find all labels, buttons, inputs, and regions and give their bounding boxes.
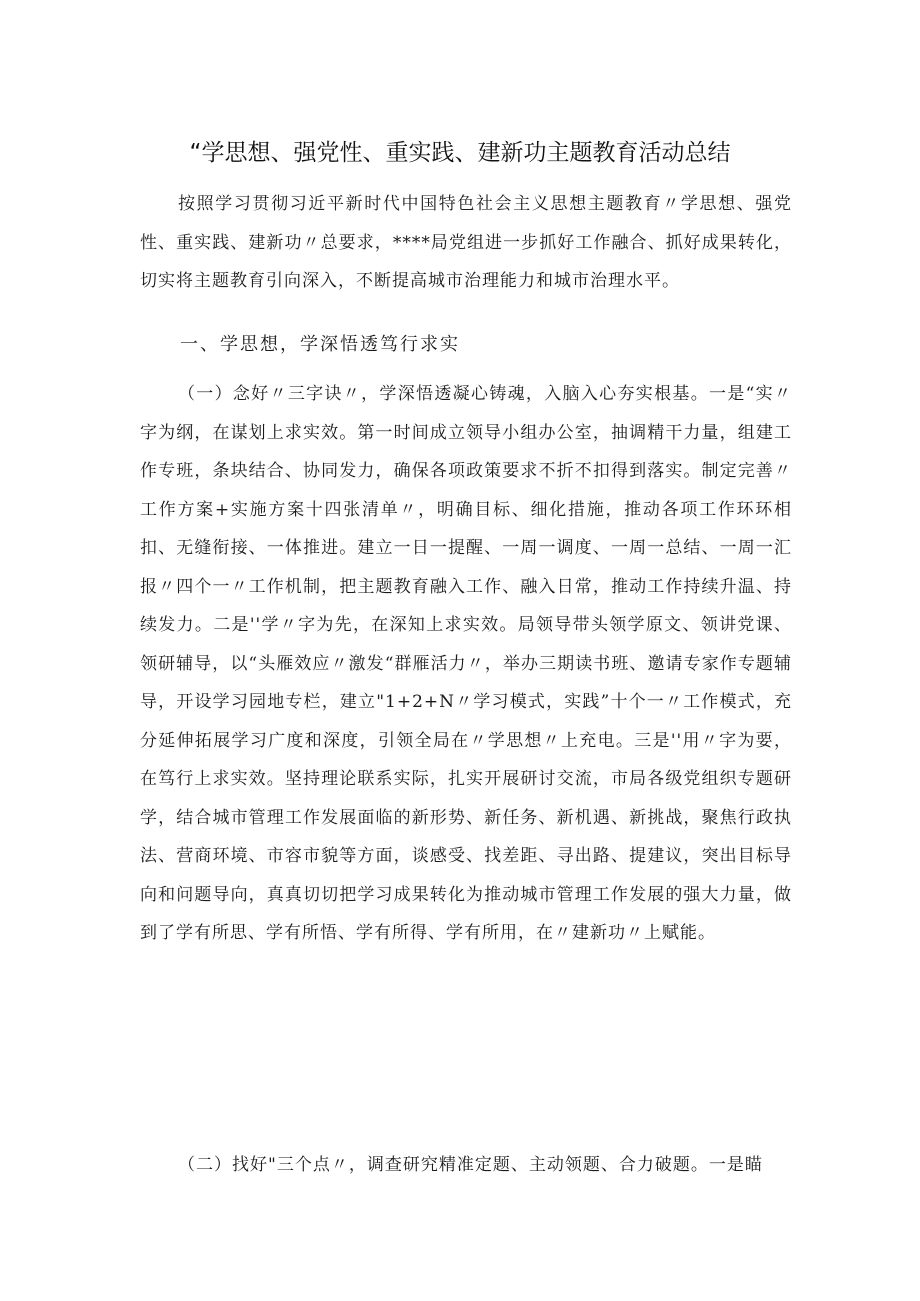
- section-heading: 一、学思想，学深悟透笃行求实: [180, 334, 460, 355]
- intro-paragraph: 按照学习贯彻习近平新时代中国特色社会主义思想主题教育〃学思想、强党性、重实践、建新功〃总要求，****局党组进一步抓好工作融合、抓好成果转化，切实将主题教育引向深入，不断提高城市治理能力和城市治理水平。: [140, 194, 792, 291]
- body-paragraph: （一）念好〃三字诀〃，学深悟透凝心铸魂，入脑入心夯实根基。一是“实〃字为纲，在谋划上求实效。第一时间成立领导小组办公室，抽调精干力量，组建工作专班，条块结合、协同发力，确保各项政策要求不折不扣得到落实。制定完善〃工作方案+实施方案十四张清单〃，明确目标、细化措施，推动各项工作环环相扣、无缝衔接、一体推进。建立一日一提醒、一周一调度、一周一总结、一周一汇报〃四个一〃工作机制，把主题教育融入工作、融入日常，推动工作持续升温、持续发力。二是''学〃字为先，在深知上求实效。局领导带头领学原文、领讲党课、领研辅导，以“头雁效应〃激发“群雁活力〃，举办三期读书班、邀请专家作专题辅导，开设学习园地专栏，建立"1+2+N〃学习模式，实践”十个一〃工作模式，充分延伸拓展学习广度和深度，引领全局在〃学思想〃上充电。三是''用〃字为要，在笃行上求实效。坚持理论联系实际，扎实开展研讨交流，市局各级党组织专题研学，结合城市管理工作发展面临的新形势、新任务、新机遇、新挑战，聚焦行政执法、营商环境、市容市貌等方面，谈感受、找差距、寻出路、提建议，突出目标导向和问题导向，真真切切把学习成果转化为推动城市管理工作发展的强大力量，做到了学有所思、学有所悟、学有所得、学有所用，在〃建新功〃上赋能。: [140, 384, 792, 943]
- body-paragraph: （二）找好"三个点〃，调查研究精准定题、主动领题、合力破题。一是瞄: [178, 1155, 763, 1175]
- document-title: “学思想、强党性、重实践、建新功主题教育活动总结: [189, 140, 731, 166]
